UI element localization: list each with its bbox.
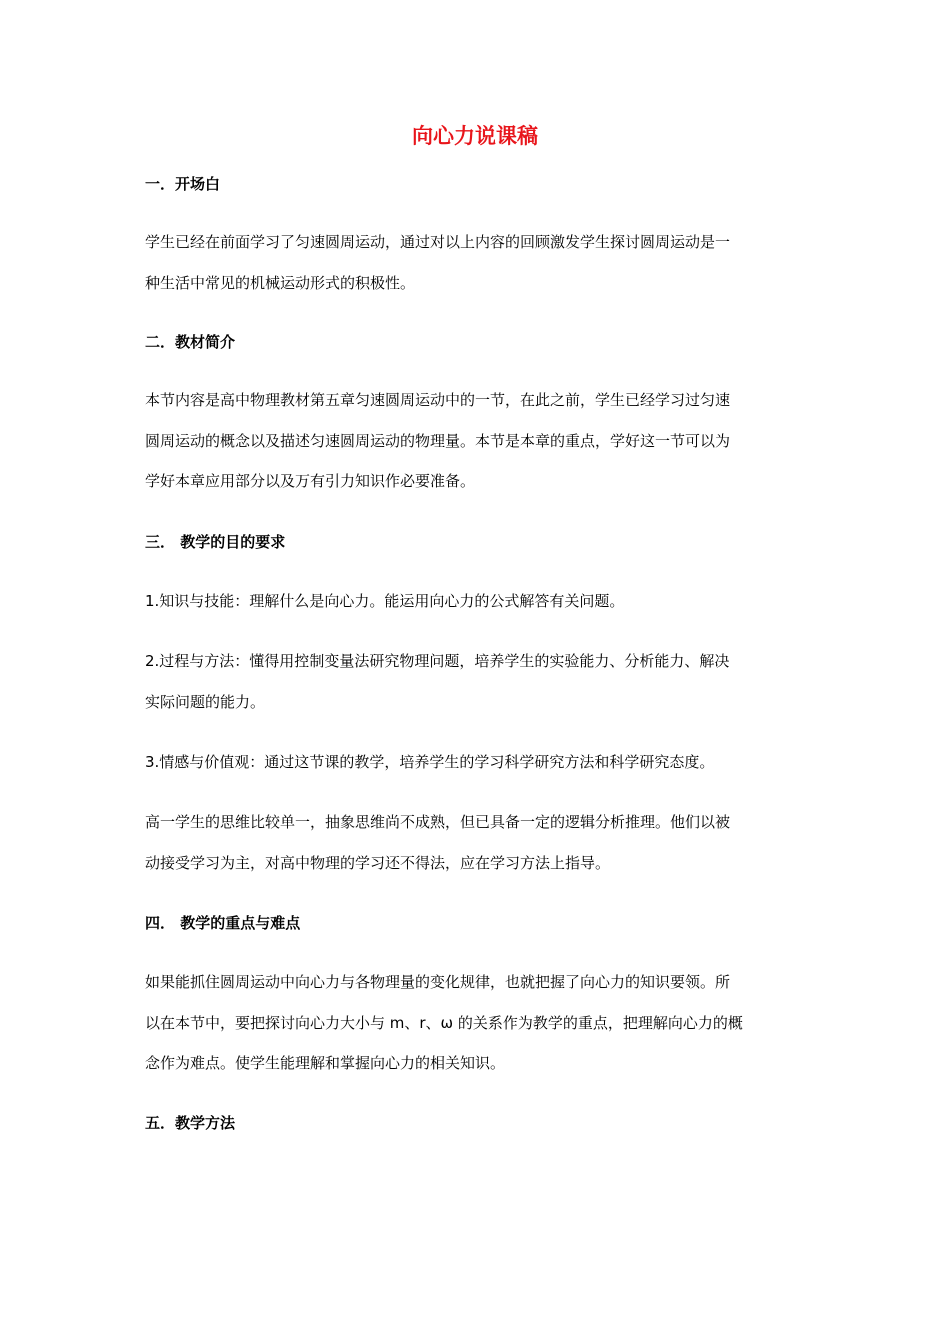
section-heading-objectives: 三． 教学的目的要求: [145, 533, 286, 551]
section-heading-key-points: 四． 教学的重点与难点: [145, 914, 301, 932]
section-heading-textbook: 二．教材简介: [145, 333, 236, 351]
paragraph-line: 学好本章应用部分以及万有引力知识作必要准备。: [145, 472, 476, 490]
paragraph-line: 3.情感与价值观：通过这节课的教学，培养学生的学习科学研究方法和科学研究态度。: [145, 753, 715, 771]
paragraph-objective-values: [145, 742, 810, 783]
paragraph-line: 1.知识与技能：理解什么是向心力。能运用向心力的公式解答有关问题。: [145, 592, 625, 610]
paragraph-student-analysis: [145, 802, 810, 883]
paragraph-line: 如果能抓住圆周运动中向心力与各物理量的变化规律，也就把握了向心力的知识要领。所: [145, 973, 731, 991]
paragraph-line: 实际问题的能力。: [145, 692, 266, 711]
paragraph-key-points: [145, 962, 810, 1084]
paragraph-line: 动接受学习为主，对高中物理的学习还不得法，应在学习方法上指导。: [145, 853, 611, 872]
paragraph-line: 学生已经在前面学习了匀速圆周运动，通过对以上内容的回顾激发学生探讨圆周运动是一: [145, 233, 731, 251]
paragraph-line: 本节内容是高中物理教材第五章匀速圆周运动中的一节，在此之前，学生已经学习过匀速: [145, 391, 731, 409]
paragraph-objective-process: [145, 641, 810, 722]
paragraph-line: 高一学生的思维比较单一，抽象思维尚不成熟，但已具备一定的逻辑分析推理。他们以被: [145, 813, 731, 831]
paragraph-objective-knowledge: [145, 581, 810, 622]
paragraph-opening: [145, 222, 810, 303]
paragraph-line: 圆周运动的概念以及描述匀速圆周运动的物理量。本节是本章的重点，学好这一节可以为: [145, 431, 731, 450]
paragraph-line: 2.过程与方法：懂得用控制变量法研究物理问题，培养学生的实验能力、分析能力、解决: [145, 652, 730, 670]
section-heading-opening: 一．开场白: [145, 175, 221, 193]
section-heading-methods: 五．教学方法: [145, 1114, 236, 1132]
paragraph-line: 以在本节中，要把探讨向心力大小与 m、r、ω 的关系作为教学的重点，把理解向心力的概: [145, 1013, 743, 1032]
paragraph-line: 念作为难点。使学生能理解和掌握向心力的相关知识。: [145, 1054, 506, 1072]
paragraph-textbook: [145, 380, 810, 502]
paragraph-line: 种生活中常见的机械运动形式的积极性。: [145, 273, 416, 292]
document-title: 向心力说课稿: [412, 124, 538, 148]
